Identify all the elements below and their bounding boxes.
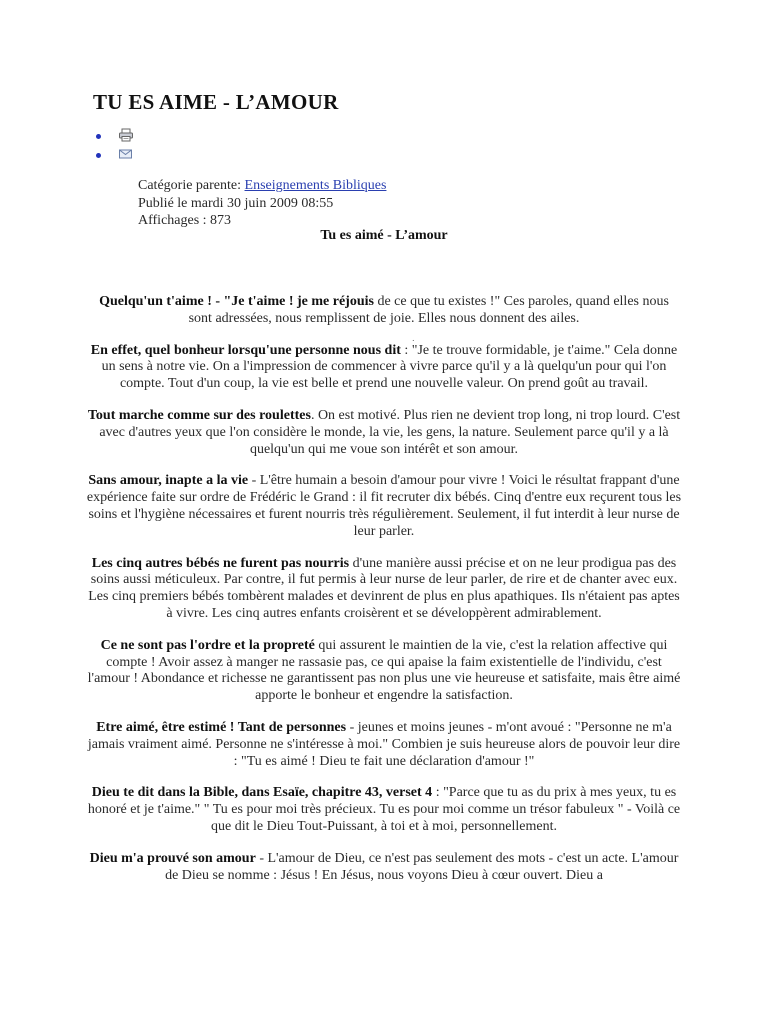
- paragraph: [86, 720, 682, 770]
- paragraph-text: : "Je te trouve formidable, je t'aime." Cela donne un sens à notre vie. On a l'impression de commencer à vivre parce qu'il y a là quelqu'un pour qui l'on compte. Tout d'un coup, la vie est belle et prend une nouvelle valeur. On prend goût au travail.: [101, 342, 678, 392]
- tool-item-email[interactable]: [96, 143, 134, 162]
- article-meta: [138, 177, 386, 230]
- paragraph-text: - L'amour de Dieu, ce n'est pas seulement des mots - c'est un acte. L'amour de Dieu se nomme : Jésus ! En Jésus, nous voyons Dieu à cœur ouvert. Dieu a: [165, 850, 679, 883]
- paragraph-text: - jeunes et moins jeunes - m'ont avoué : "Personne ne m'a jamais vraiment aimé. Personne ne s'intéresse à moi." Combien je suis heureuse alors de pouvoir leur dire : "Tu es aimé ! Dieu te fait une déclaration d'amour !": [87, 719, 681, 769]
- paragraph-text: de ce que tu existes !" Ces paroles, quand elles nous sont adressées, nous remplissent de joie. Elles nous donnent des ailes.: [188, 294, 669, 326]
- paragraph-text: : "Parce que tu as du prix à mes yeux, tu es honoré et je t'aime." " Tu es pour moi très précieux. Tu es pour moi comme un trésor fabuleux " - Voilà ce que dit le Dieu Tout-Puissant, à toi et à moi, personnellement.: [87, 785, 681, 834]
- paragraph: [86, 343, 682, 393]
- email-icon[interactable]: [118, 146, 134, 160]
- paragraph-text: qui assurent le maintien de la vie, c'est la relation affective qui compte ! Avoir assez à manger ne rassasie pas, ce qui apaise la faim existentielle de l'individu, c'est l'amour ! Abondance et richesse ne garantissent pas non plus une vie heureuse et satisfaite, mais être aimé apporte le bonheur et engendre la satisfaction.: [87, 637, 681, 704]
- article-subtitle: Tu es aimé - L’amour: [320, 228, 448, 243]
- page-title: TU ES AIME - L’AMOUR: [93, 90, 339, 114]
- stray-dot: .: [412, 334, 415, 343]
- paragraph: [86, 556, 682, 623]
- paragraph-lead: Etre aimé, être estimé ! Tant de personnes: [96, 719, 347, 735]
- category-link[interactable]: Enseignements Bibliques: [244, 178, 387, 193]
- published-date: Publié le mardi 30 juin 2009 08:55: [138, 195, 334, 211]
- paragraph-text: d'une manière aussi précise et on ne leur prodigua pas des soins aussi méticuleux. Par contre, il fut permis à leur nurse de leur parler, de rire et de chanter avec eux. Les cinq premiers bébés tombèrent malades et devinrent de plus en plus apathiques. Ils n'étaient pas aptes à vivre. Les cinq autres enfants croisèrent et se développèrent admirablement.: [88, 555, 680, 621]
- paragraph-lead: Sans amour, inapte a la vie: [88, 473, 249, 489]
- article-tools: [96, 124, 134, 162]
- paragraph-lead: Les cinq autres bébés ne furent pas nourris: [91, 555, 350, 571]
- paragraph-lead: Dieu te dit dans la Bible, dans Esaïe, chapitre 43, verset 4: [91, 785, 433, 801]
- paragraph-lead: Dieu m'a prouvé son amour: [89, 850, 256, 866]
- paragraph: [86, 851, 682, 885]
- paragraph-text: - L'être humain a besoin d'amour pour vivre ! Voici le résultat frappant d'une expérience faite sur ordre de Frédéric le Grand : il fit recruter dix bébés. Cinq d'entre eux reçurent tous les soins et l'hygiène nécessaires et furent nourris très régulièrement. Seulement, il fut interdit à leur nurse de leur parler.: [86, 473, 682, 539]
- category-line: [138, 177, 386, 195]
- view-count: Affichages : 873: [138, 213, 232, 228]
- paragraph: [86, 785, 682, 835]
- paragraph: [86, 408, 682, 458]
- paragraph-text: . On est motivé. Plus rien ne devient trop long, ni trop lourd. C'est avec d'autres yeux que l'on considère le monde, la vie, les gens, la nature. Seulement parce qu'il y a là quelqu'un qui me voue son intérêt et son amour.: [99, 407, 681, 457]
- paragraph-lead: En effet, quel bonheur lorsqu'une personne nous dit: [90, 342, 401, 358]
- bullet: [96, 134, 101, 139]
- article-body: [86, 294, 682, 899]
- tool-item-print[interactable]: [96, 124, 134, 143]
- paragraph: [86, 473, 682, 540]
- category-label: Catégorie parente:: [138, 178, 245, 193]
- paragraph: [86, 294, 682, 328]
- paragraph-lead: Tout marche comme sur des roulettes: [87, 407, 311, 423]
- paragraph: [86, 638, 682, 705]
- paragraph-lead: Quelqu'un t'aime ! - "Je t'aime ! je me réjouis: [99, 294, 374, 309]
- paragraph-lead: Ce ne sont pas l'ordre et la propreté: [100, 637, 315, 653]
- bullet: [96, 153, 101, 158]
- printer-icon[interactable]: [118, 127, 134, 141]
